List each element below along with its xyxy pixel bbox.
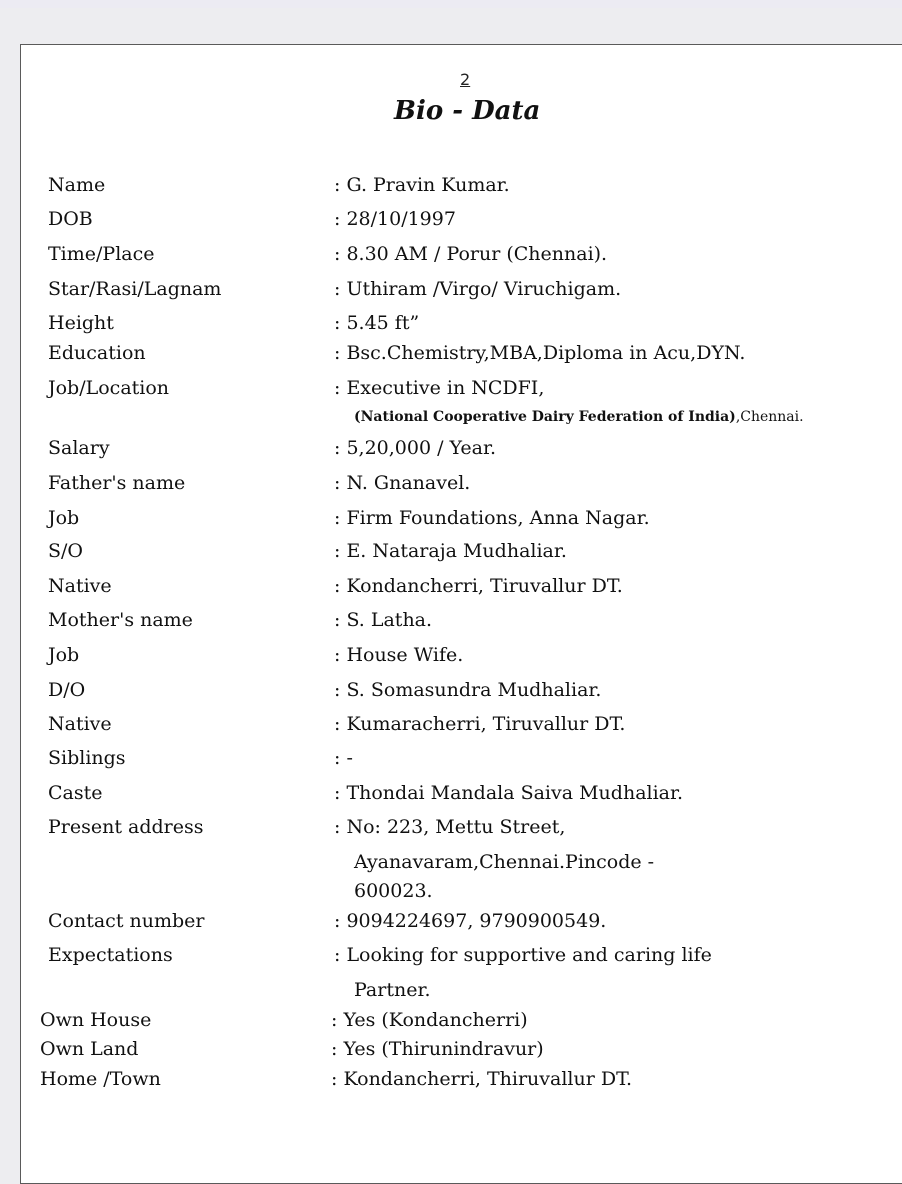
field-value-caste: : Thondai Mandala Saiva Mudhaliar. [334,782,684,804]
field-label-education: Education [48,342,146,364]
present-address-line-3: 600023. [354,880,433,902]
present-address-line-2: Ayanavaram,Chennai.Pincode - [354,851,655,873]
document-title: Bio - Data [394,96,541,126]
field-label-father-native: Native [48,575,112,597]
field-label-present-address: Present address [48,816,204,838]
field-value-education: : Bsc.Chemistry,MBA,Diploma in Acu,DYN. [334,342,746,364]
field-value-mother-job: : House Wife. [334,644,464,666]
field-value-time-place: : 8.30 AM / Porur (Chennai). [334,243,608,265]
field-label-time-place: Time/Place [48,243,155,265]
field-value-own-house: : Yes (Kondancherri) [331,1009,528,1031]
field-value-father-native: : Kondancherri, Tiruvallur DT. [334,575,623,597]
expectations-line-2: Partner. [354,979,431,1001]
field-value-son-of: : E. Nataraja Mudhaliar. [334,540,567,562]
field-value-father-name: : N. Gnanavel. [334,472,471,494]
field-value-present-address: : No: 223, Mettu Street, [334,816,566,838]
field-value-star: : Uthiram /Virgo/ Viruchigam. [334,278,622,300]
field-label-contact-number: Contact number [48,910,205,932]
field-label-father-job: Job [48,507,80,529]
field-value-daughter-of: : S. Somasundra Mudhaliar. [334,679,602,701]
field-label-expectations: Expectations [48,944,173,966]
field-label-height: Height [48,312,114,334]
field-label-mother-job: Job [48,644,80,666]
field-label-home-town: Home /Town [40,1068,161,1090]
field-label-job-location: Job/Location [48,377,170,399]
field-value-height: : 5.45 ft” [334,312,420,334]
field-label-mother-native: Native [48,713,112,735]
field-label-father-name: Father's name [48,472,186,494]
field-value-mother-native: : Kumaracherri, Tiruvallur DT. [334,713,626,735]
field-value-home-town: : Kondancherri, Thiruvallur DT. [331,1068,633,1090]
field-value-salary: : 5,20,000 / Year. [334,437,497,459]
field-label-caste: Caste [48,782,103,804]
page-number: 2 [460,70,471,89]
job-location-note-org: (National Cooperative Dairy Federation of India) [354,409,736,425]
field-value-mother-name: : S. Latha. [334,609,433,631]
field-value-own-land: : Yes (Thirunindravur) [331,1038,544,1060]
field-value-name: : G. Pravin Kumar. [334,174,510,196]
job-location-note [354,408,804,426]
field-label-mother-name: Mother's name [48,609,193,631]
field-value-siblings: : - [334,747,353,769]
field-label-own-house: Own House [40,1009,152,1031]
field-label-son-of: S/O [48,540,83,562]
field-label-daughter-of: D/O [48,679,86,701]
field-label-star: Star/Rasi/Lagnam [48,278,222,300]
top-bar [0,0,902,8]
field-label-siblings: Siblings [48,747,126,769]
field-value-contact-number: : 9094224697, 9790900549. [334,910,607,932]
field-value-expectations: : Looking for supportive and caring life [334,944,712,966]
field-value-dob: : 28/10/1997 [334,208,456,230]
field-label-own-land: Own Land [40,1038,139,1060]
field-label-name: Name [48,174,106,196]
job-location-note-city: ,Chennai. [735,409,804,425]
field-value-job-location: : Executive in NCDFI, [334,377,545,399]
field-value-father-job: : Firm Foundations, Anna Nagar. [334,507,650,529]
field-label-dob: DOB [48,208,93,230]
field-label-salary: Salary [48,437,110,459]
